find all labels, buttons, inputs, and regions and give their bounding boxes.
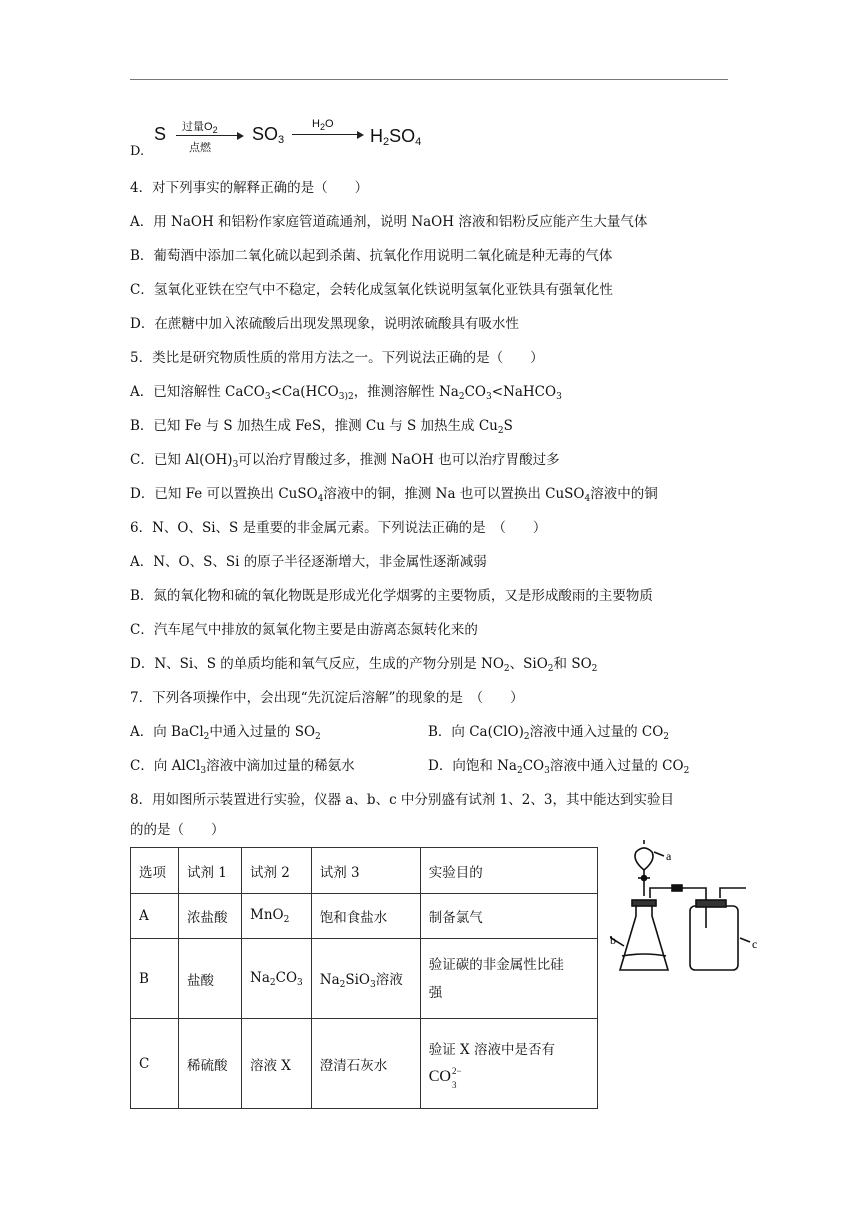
q5-stem: 5．类比是研究物质性质的常用方法之一。下列说法正确的是（ ） [130, 350, 544, 366]
q6-option-b: B．氮的氧化物和硫的氧化物既是形成光化学烟雾的主要物质，又是形成酸雨的主要物质 [130, 588, 653, 604]
q8-stem-line2: 的的是（ ） [130, 822, 225, 838]
row-b-reagent-3: $Na_2SiO_3$溶液 [311, 939, 420, 1019]
h2so4: $H_2SO_4$ [370, 126, 422, 148]
row-a-option: A [131, 894, 179, 939]
reaction-arrow-1 [176, 135, 242, 136]
q4-option-a: A．用 NaOH 和铝粉作家庭管道疏通剂，说明 NaOH 溶液和铝粉反应能产生大量气体 [130, 214, 648, 230]
header-reagent-3: 试剂 3 [311, 848, 420, 894]
q4-stem: 4．对下列事实的解释正确的是（ ） [130, 180, 369, 196]
row-a-purpose: 制备氯气 [420, 894, 597, 939]
row-c-purpose: 验证 X 溶液中是否有 CO 2− 3 [420, 1019, 597, 1109]
q7-option-d: D．向饱和 $Na_2CO_3$溶液中通入过量的 $CO_2$ [428, 758, 690, 776]
delivery-tube [650, 888, 706, 928]
option-label: D. [130, 144, 145, 159]
carbonate-ion: CO 2− 3 [428, 1065, 462, 1090]
label-c: c [752, 937, 758, 951]
table-header-row [131, 848, 598, 894]
table-row [131, 939, 598, 1019]
gas-washing-bottle [690, 906, 738, 970]
q6-option-a: A．N、O、S、Si 的原子半径逐渐增大，非金属性逐渐减弱 [130, 554, 487, 570]
arrow2-condition-top: $H_2O$ [312, 118, 334, 132]
flask-stopper [632, 900, 656, 906]
arrow1-condition-top: 过量$O_2$ [182, 121, 218, 135]
q5-option-a: A．已知溶解性 $CaCO_3<Ca(HCO_{3)2}$，推测溶解性 $Na_2CO_3<NaHCO_3$ [130, 384, 562, 402]
row-c-reagent-1: 稀硫酸 [179, 1019, 242, 1109]
q7-option-c: C．向 AlCl$_3$溶液中滴加过量的稀氨水 [130, 758, 355, 776]
q8-stem-line1: 8．用如图所示装置进行实验，仪器 a、b、c 中分别盛有试剂 1、2、3，其中能达到实验目 [130, 792, 674, 808]
q7-stem: 7．下列各项操作中，会出现“先沉淀后溶解”的现象的是 （ ） [130, 690, 524, 706]
q5-option-b: B．已知 Fe 与 S 加热生成 FeS，推测 Cu 与 S 加热生成 $Cu_2S$ [130, 418, 513, 436]
row-a-reagent-2: MnO$_2$ [242, 894, 312, 939]
so3: $SO_3$ [252, 124, 285, 146]
sulfur: S [154, 124, 167, 144]
separatory-funnel-bulb [635, 848, 653, 870]
header-purpose: 实验目的 [420, 848, 597, 894]
label-a: a [666, 849, 672, 863]
row-c-option: C [131, 1019, 179, 1109]
row-b-reagent-1: 盐酸 [179, 939, 242, 1019]
label-c-pointer [740, 938, 750, 942]
header-rule [130, 79, 728, 80]
q6-option-d: D．N、Si、S 的单质均能和氧气反应，生成的产物分别是 $NO_2$、SiO$_2$和 $SO_2$ [130, 656, 598, 674]
q5-option-d: D．已知 Fe 可以置换出 CuSO$_4$溶液中的铜，推测 Na 也可以置换出 CuSO$_4$溶液中的铜 [130, 486, 658, 504]
bottle-stopper [696, 900, 726, 907]
header-reagent-1: 试剂 1 [179, 848, 242, 894]
row-b-purpose: 验证碳的非金属性比硅 强 [420, 939, 597, 1019]
conical-flask [620, 902, 668, 970]
q6-option-c: C．汽车尾气中排放的氮氧化物主要是由游离态氮转化来的 [130, 622, 478, 638]
q4-option-b: B．葡萄酒中添加二氧化硫以起到杀菌、抗氧化作用说明二氧化硫是种无毒的气体 [130, 248, 613, 264]
row-c-reagent-2: 溶液 X [242, 1019, 312, 1109]
q6-stem: 6．N、O、Si、S 是重要的非金属元素。下列说法正确的是 （ ） [130, 520, 547, 536]
flask-liquid [622, 954, 666, 956]
row-b-option: B [131, 939, 179, 1019]
label-a-pointer [654, 852, 664, 856]
q4-option-c: C．氢氧化亚铁在空气中不稳定，会转化成氢氧化铁说明氢氧化亚铁具有强氧化性 [130, 282, 613, 298]
row-c-reagent-3: 澄清石灰水 [311, 1019, 420, 1109]
q7-option-a: A．向 BaCl$_2$中通入过量的 $SO_2$ [130, 724, 321, 742]
q4-option-d: D．在蔗糖中加入浓硫酸后出现发黑现象，说明浓硫酸具有吸水性 [130, 316, 519, 332]
label-b: b [610, 933, 616, 947]
outlet-tube [720, 888, 746, 898]
header-option: 选项 [131, 848, 179, 894]
q7-option-b: B．向 $Ca(ClO)_2$溶液中通入过量的 $CO_2$ [428, 724, 670, 742]
q5-option-c: C．已知 $Al(OH)_3$可以治疗胃酸过多，推测 NaOH 也可以治疗胃酸过多 [130, 452, 560, 470]
table-row [131, 1019, 598, 1109]
arrow1-condition-bottom: 点燃 [189, 142, 211, 154]
table-row [131, 894, 598, 939]
row-a-reagent-3: 饱和食盐水 [311, 894, 420, 939]
row-b-reagent-2: $Na_2CO_3$ [242, 939, 312, 1019]
row-a-reagent-1: 浓盐酸 [179, 894, 242, 939]
header-reagent-2: 试剂 2 [242, 848, 312, 894]
reaction-arrow-2 [292, 134, 362, 135]
apparatus-diagram [610, 838, 770, 988]
q3-option-d-equation [130, 112, 430, 158]
q8-table [130, 847, 598, 1109]
